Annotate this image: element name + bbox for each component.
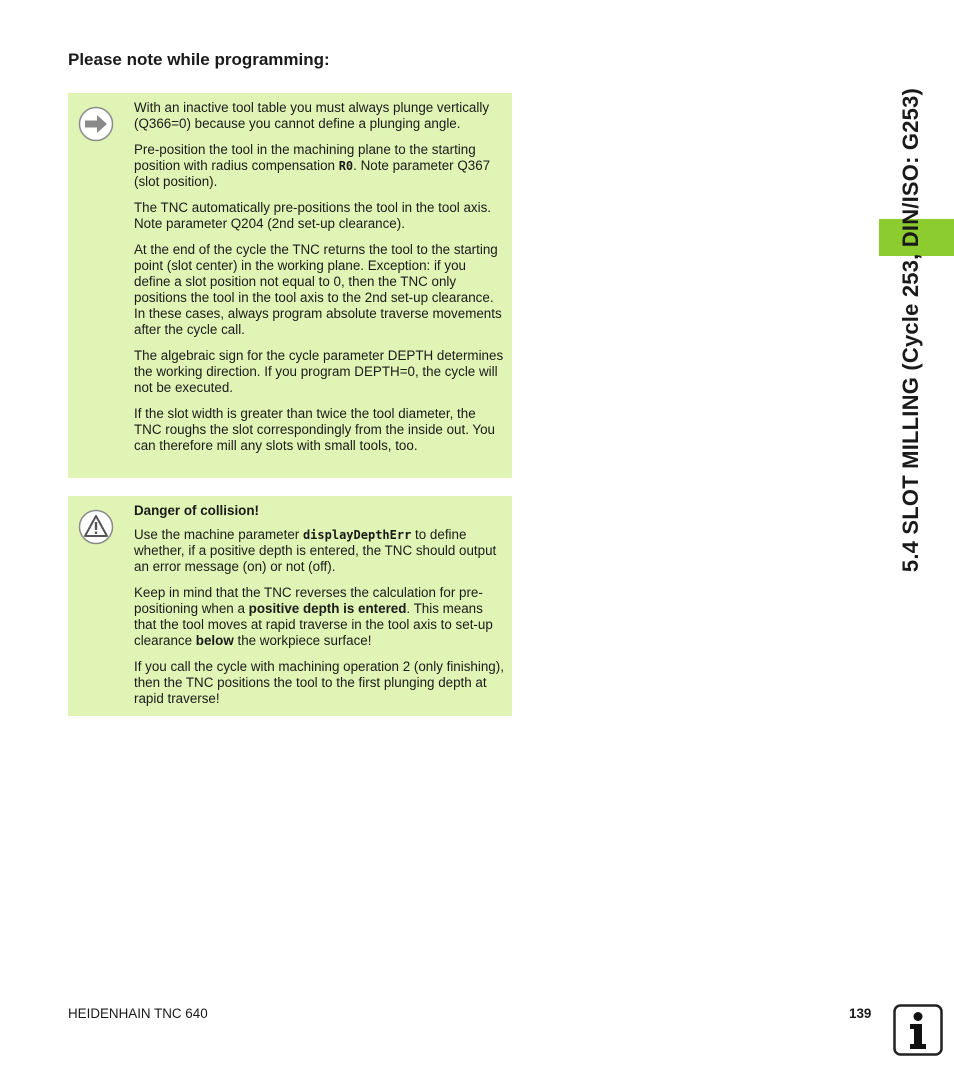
emphasis-below: below xyxy=(195,633,234,648)
warning-title: Danger of collision! xyxy=(134,503,259,518)
collision-warning-box xyxy=(68,496,512,716)
code-r0: R0 xyxy=(338,159,354,173)
note-paragraph: With an inactive tool table you must always plunge vertically (Q366=0) because you cannot define a plunging angle. xyxy=(134,100,490,131)
warning-paragraph: If you call the cycle with machining operation 2 (only finishing), then the TNC positions the tool to the first plunging depth at rapid traverse! xyxy=(134,659,504,706)
warning-text-segment: . This means that the tool moves at rapid traverse in the tool axis to set-up clearance xyxy=(134,601,493,648)
chapter-side-title: 5.4 SLOT MILLING (Cycle 253, DIN/ISO: G253) xyxy=(898,87,923,573)
page-number: 139 xyxy=(849,1006,872,1021)
emphasis-positive-depth: positive depth is entered xyxy=(248,601,407,616)
warning-text xyxy=(134,503,506,717)
section-heading: Please note while programming: xyxy=(68,50,330,69)
note-paragraph xyxy=(134,142,506,190)
note-paragraph: The algebraic sign for the cycle parameter DEPTH determines the working direction. If you program DEPTH=0, the cycle will not be executed. xyxy=(134,348,504,395)
info-icon xyxy=(893,1004,943,1056)
warning-text-segment: Keep in mind that the TNC reverses the calculation for pre-positioning when a xyxy=(134,585,483,616)
note-text-segment: . Note parameter Q367 (slot position). xyxy=(134,158,491,189)
programming-note-box xyxy=(68,93,512,478)
note-paragraph: If the slot width is greater than twice the tool diameter, the TNC roughs the slot correspondingly from the inside out. You can therefore mill any slots with small tools, too. xyxy=(134,406,496,453)
warning-text-segment: the workpiece surface! xyxy=(233,633,372,648)
note-text-segment: Pre-position the tool in the machining plane to the starting position with radius compensation xyxy=(134,142,476,173)
warning-paragraph xyxy=(134,585,506,649)
note-paragraph: The TNC automatically pre-positions the tool in the tool axis. Note parameter Q204 (2nd set-up clearance). xyxy=(134,200,492,231)
warning-triangle-icon xyxy=(78,509,114,545)
warning-text-segment: Use the machine parameter xyxy=(134,527,303,542)
footer-product-name: HEIDENHAIN TNC 640 xyxy=(68,1006,208,1021)
note-text xyxy=(134,100,506,464)
warning-text-segment: to define whether, if a positive depth is entered, the TNC should output an error message (on) or not (off). xyxy=(134,527,497,574)
note-paragraph: At the end of the cycle the TNC returns the tool to the starting point (slot center) in the working plane. Exception: if you define a slot position not equal to 0, then the TNC only positions the tool in the tool axis to the 2nd set-up clearance. In these cases, always program absolute traverse movements after the cycle call. xyxy=(134,242,502,337)
arrow-right-icon xyxy=(78,106,114,142)
code-display-depth-err: displayDepthErr xyxy=(302,528,412,542)
warning-paragraph xyxy=(134,527,506,575)
